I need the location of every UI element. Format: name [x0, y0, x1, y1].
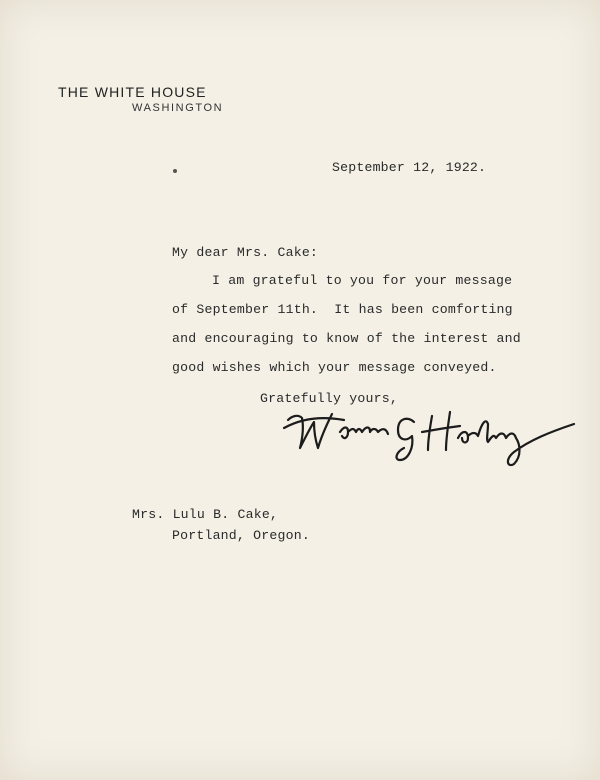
letter-date: September 12, 1922.: [332, 160, 487, 175]
recipient-name: Mrs. Lulu B. Cake,: [132, 507, 279, 522]
body-line-1: I am grateful to you for your message: [212, 273, 513, 288]
recipient-city: Portland, Oregon.: [172, 528, 310, 543]
salutation: My dear Mrs. Cake:: [172, 245, 319, 260]
body-line-4: good wishes which your message conveyed.: [172, 360, 497, 375]
ink-dot: [173, 169, 177, 173]
letterhead-title: THE WHITE HOUSE: [58, 84, 207, 100]
body-line-3: and encouraging to know of the interest and: [172, 331, 521, 346]
body-line-2: of September 11th. It has been comforting: [172, 302, 513, 317]
letterhead-subtitle: WASHINGTON: [132, 102, 224, 114]
handwritten-signature: [282, 398, 582, 468]
closing: Gratefully yours,: [260, 391, 398, 406]
